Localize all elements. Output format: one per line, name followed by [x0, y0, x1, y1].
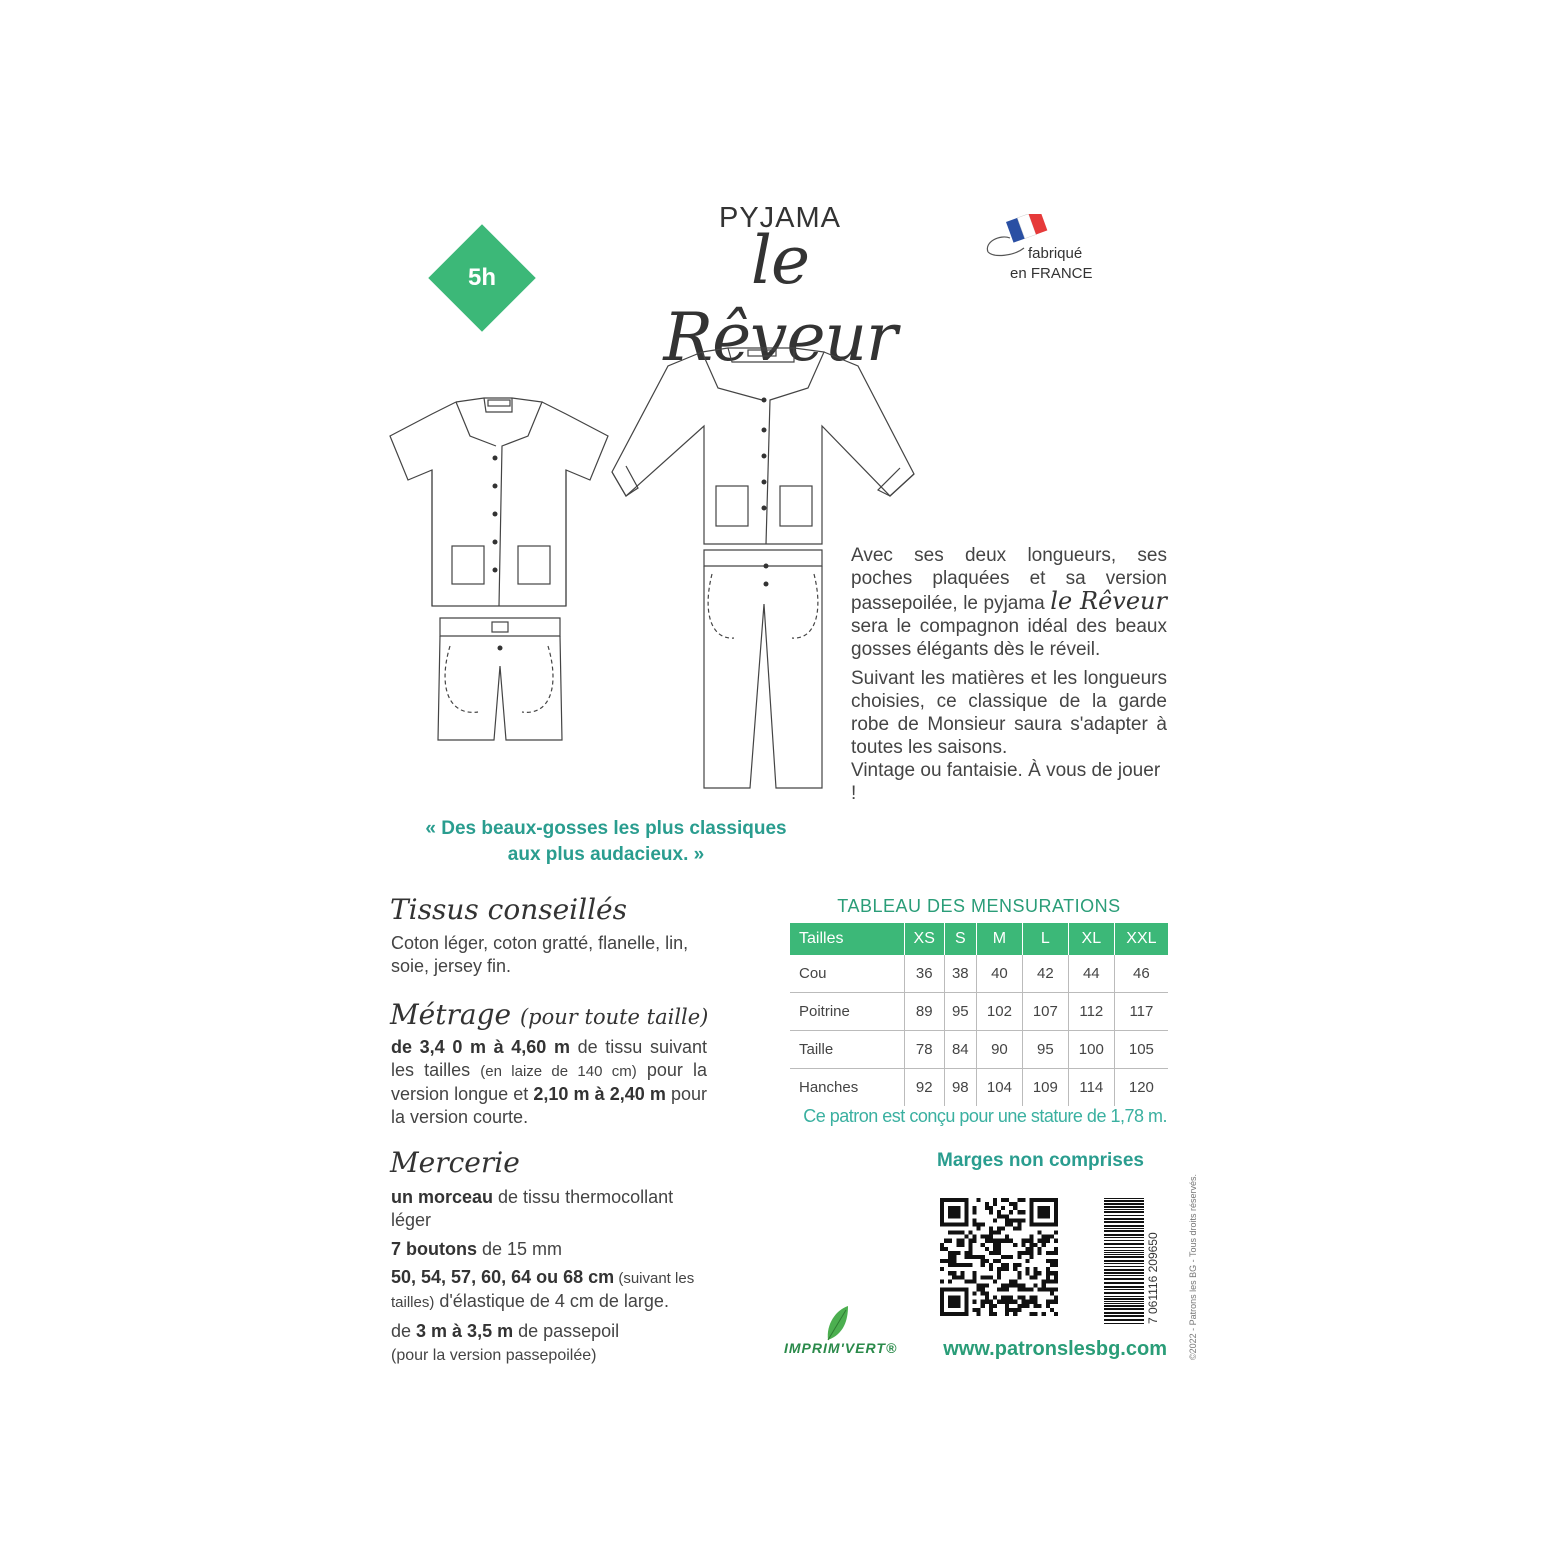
header-cell: XL [1068, 923, 1114, 955]
header-cell: XXL [1114, 923, 1168, 955]
duration-text: 5h [467, 264, 496, 291]
product-type: PYJAMA [718, 202, 842, 234]
header-cell: XS [904, 923, 944, 955]
table-row [790, 1069, 1168, 1107]
inline-title: le Rêveur [1050, 587, 1167, 615]
imprim-vert-text: IMPRIM'VERT® [784, 1340, 898, 1356]
product-title: le Rêveur [663, 222, 897, 376]
size-table-title: TABLEAU DES MENSURATIONS [837, 896, 1121, 916]
copyright-notice: ©2022 - Patrons les BG - Tous droits réservés. [1188, 1173, 1198, 1360]
description-p2: Suivant les matières et les longueurs choisies, ce classique de la garde robe de Monsieur saura s'adapter à toutes les saisons. [851, 668, 1167, 758]
short-pyjama-illustration [388, 396, 612, 746]
qr-code-icon [940, 1198, 1058, 1316]
table-cell: 38 [944, 955, 976, 993]
barcode-icon [1104, 1198, 1144, 1324]
table-cell: 95 [944, 993, 976, 1031]
table-cell: 102 [976, 993, 1022, 1031]
made-in-line1: fabriqué [1028, 245, 1083, 262]
table-cell: 98 [944, 1069, 976, 1107]
table-cell: 46 [1114, 955, 1168, 993]
header-cell: S [944, 923, 976, 955]
metrage-heading-note: (pour toute taille) [519, 1005, 709, 1029]
mercerie-item-piping: de 3 m à 3,5 m de passepoil (pour la version passepoilée) [391, 1321, 620, 1364]
size-table-header [790, 923, 1168, 955]
tissus-body: Coton léger, coton gratté, flanelle, lin, soie, jersey fin. [391, 933, 689, 976]
table-cell: 44 [1068, 955, 1114, 993]
metrage-heading: Métrage (pour toute taille) [390, 998, 709, 1031]
mercerie-item-buttons: 7 boutons de 15 mm [391, 1239, 563, 1259]
row-label: Poitrine [790, 993, 904, 1031]
table-cell: 114 [1068, 1069, 1114, 1107]
leaf-icon [818, 1304, 878, 1344]
table-cell: 36 [904, 955, 944, 993]
row-label: Taille [790, 1031, 904, 1069]
table-row [790, 1031, 1168, 1069]
mercerie-item-interfacing: un morceau de tissu thermocollant léger [391, 1187, 674, 1230]
header-cell: M [976, 923, 1022, 955]
metrage-body: de 3,4 0 m à 4,60 m de tissu suivant les tailles (en laize de 140 cm) pour la version longue et 2,10 m à 2,40 m pour la version courte. [391, 1037, 708, 1127]
table-cell: 78 [904, 1031, 944, 1069]
table-row [790, 993, 1168, 1031]
table-cell: 84 [944, 1031, 976, 1069]
made-in-line2: en FRANCE [1010, 265, 1093, 282]
tagline-quote: « Des beaux-gosses les plus classiques aux plus audacieux. » [425, 818, 787, 865]
website-link[interactable]: www.patronslesbg.com [943, 1338, 1167, 1360]
table-cell: 109 [1022, 1069, 1068, 1107]
duration-badge [428, 224, 536, 332]
table-cell: 112 [1068, 993, 1114, 1031]
product-description [851, 544, 1167, 811]
table-cell: 100 [1068, 1031, 1114, 1069]
table-cell: 105 [1114, 1031, 1168, 1069]
table-row [790, 955, 1168, 993]
table-cell: 40 [976, 955, 1022, 993]
description-p3: Vintage ou fantaisie. À vous de jouer ! [851, 760, 1161, 804]
barcode-number: 7 061116 209650 [1146, 1232, 1160, 1324]
header-cell: L [1022, 923, 1068, 955]
table-cell: 104 [976, 1069, 1022, 1107]
size-table [790, 923, 1168, 1106]
table-cell: 120 [1114, 1069, 1168, 1107]
mercerie-heading: Mercerie [390, 1146, 520, 1179]
barcode [1104, 1198, 1164, 1324]
table-cell: 107 [1022, 993, 1068, 1031]
mercerie-item-elastic: 50, 54, 57, 60, 64 ou 68 cm (suivant les tailles) d'élastique de 4 cm de large. [391, 1267, 695, 1311]
made-in-france-tag [984, 214, 1104, 294]
table-cell: 92 [904, 1069, 944, 1107]
table-cell: 95 [1022, 1031, 1068, 1069]
tissus-heading: Tissus conseillés [390, 893, 627, 926]
table-cell: 117 [1114, 993, 1168, 1031]
seam-allowance-note: Marges non comprises [937, 1150, 1144, 1171]
imprim-vert-logo [784, 1304, 914, 1364]
row-label: Hanches [799, 1079, 859, 1096]
row-label: Cou [790, 955, 904, 993]
header-cell: Tailles [790, 923, 904, 955]
table-cell: 90 [976, 1031, 1022, 1069]
description-p1: Avec ses deux longueurs, ses poches plaquées et sa version passepoilée, le pyjama le Rêveur sera le compagnon idéal des beaux gosses élégants dès le réveil. [851, 545, 1167, 660]
table-cell: 42 [1022, 955, 1068, 993]
stature-note: Ce patron est conçu pour une stature de 1,78 m. [803, 1106, 1167, 1126]
table-cell: 89 [904, 993, 944, 1031]
